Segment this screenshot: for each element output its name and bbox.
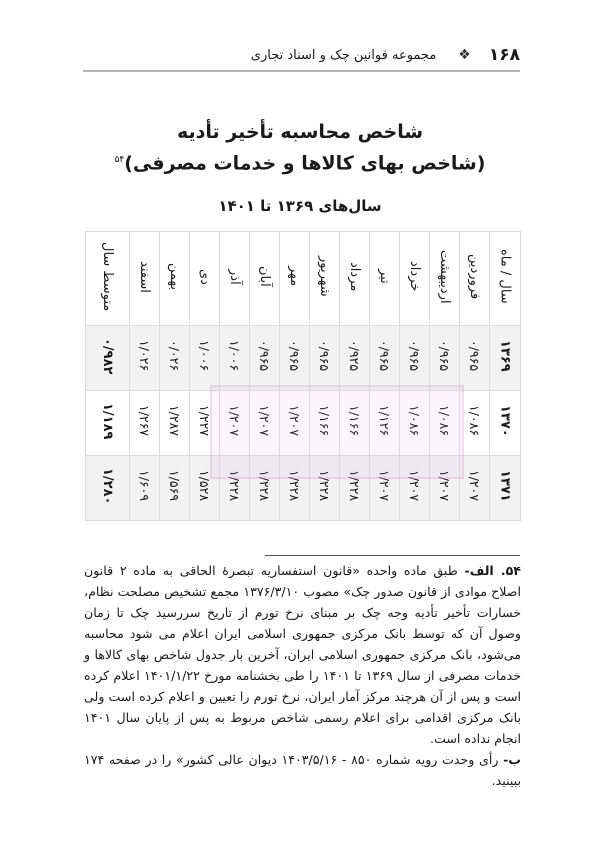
value-cell: ۱/۲۰۷ — [400, 456, 430, 521]
column-header: آبان — [250, 232, 280, 326]
value-cell: ۱/۰۰۶ — [190, 326, 220, 391]
value-cell: ۱/۱۲۶ — [370, 391, 400, 456]
table-row — [86, 326, 521, 391]
value-cell: ۰/۹۶۵ — [460, 326, 490, 391]
value-cell: ۰/۹۲۵ — [340, 326, 370, 391]
column-header: خرداد — [400, 232, 430, 326]
corner-header: سال / ماه — [490, 232, 521, 326]
year-cell: ۱۳۶۹ — [490, 326, 521, 391]
value-cell: ۱/۲۰۷ — [460, 456, 490, 521]
value-cell: ۱/۰۲۶ — [130, 326, 160, 391]
year-range: سال‌های ۱۳۶۹ تا ۱۴۰۱ — [218, 197, 382, 216]
column-header: مرداد — [340, 232, 370, 326]
average-cell: ۰/۹۸۲ — [86, 326, 130, 391]
column-header: بهمن — [160, 232, 190, 326]
year-cell: ۱۳۷۰ — [490, 391, 521, 456]
table-row — [86, 391, 521, 456]
column-header: دی — [190, 232, 220, 326]
footnote-a — [84, 560, 521, 749]
footnotes — [84, 560, 521, 791]
value-cell: ۱/۲۸۷ — [160, 391, 190, 456]
value-cell: ۱/۱۶۶ — [310, 391, 340, 456]
value-cell: ۰/۹۶۵ — [430, 326, 460, 391]
value-cell: ۰/۹۶۵ — [370, 326, 400, 391]
page-header — [83, 40, 520, 72]
title-line2: (شاخص بهای کالاها و خدمات مصرفی) — [124, 152, 486, 175]
page-number: ۱۶۸ — [488, 45, 520, 65]
running-title: مجموعه قوانین چک و اسناد تجاری — [250, 47, 437, 63]
value-cell: ۱/۰۰۶ — [220, 326, 250, 391]
footnote-b-label: ب- — [503, 752, 521, 767]
value-cell: ۰/۹۶۵ — [310, 326, 340, 391]
value-cell: ۱/۵۶۹ — [160, 456, 190, 521]
table-row — [86, 456, 521, 521]
value-cell: ۱/۲۰۷ — [430, 456, 460, 521]
value-cell: ۱/۲۲۸ — [340, 456, 370, 521]
average-cell: ۱/۲۸۰ — [86, 456, 130, 521]
value-cell: ۰/۹۶۵ — [250, 326, 280, 391]
page-subtitle-parenthetical — [60, 146, 540, 177]
value-cell: ۱/۲۰۷ — [370, 456, 400, 521]
title-block — [60, 118, 540, 215]
value-cell: ۱/۵۲۸ — [190, 456, 220, 521]
footnote-a-text: طبق ماده واحده «قانون استفساریه تبصرهٔ الحاقی به ماده ۲ قانون اصلاح موادی از قانون صدور چک» مصوب ۱۳۷۶/۳/۱۰ مجمع تشخیص مصلحت نظام، خسارات تأخیر تأدیه وجه چک بر مبنای نرخ تورم از تاریخ سررسید چک تا زمان وصول آن که توسط بانک مرکزی جمهوری اسلامی ایران اعلام می شود محاسبه می‌شود، بانک مرکزی جمهوری اسلامی ایران، آخرین بار جدول شاخص بهای کالاها و خدمات مصرفی از سال ۱۳۶۹ تا ۱۴۰۱ را طی بخشنامه مورخ ۱۴۰۱/۱/۲۲ اعلام کرده است و پس از آن هرچند مرکز آمار ایران، نرخ تورم را تعیین و اعلام کرده است ولی بانک مرکزی اقدامی برای اعلام رسمی شاخص مربوط به پس از پایان سال ۱۴۰۱ انجام نداده است. — [84, 563, 522, 746]
value-cell: ۱/۶۰۹ — [130, 456, 160, 521]
column-header: آذر — [220, 232, 250, 326]
footnote-ref[interactable]: ۵۴ — [114, 155, 125, 165]
column-header: فروردین — [460, 232, 490, 326]
value-cell: ۱/۲۰۷ — [250, 391, 280, 456]
footnote-b-text: رأی وحدت رویه شماره ۸۵۰ - ۱۴۰۳/۵/۱۶ دیوان عالی کشور» را در صفحه ۱۷۴ ببینید. — [84, 752, 521, 788]
value-cell: ۱/۰۸۶ — [400, 391, 430, 456]
column-header: اسفند — [130, 232, 160, 326]
value-cell: ۰/۰۲۶ — [160, 326, 190, 391]
value-cell: ۱/۲۲۸ — [220, 456, 250, 521]
footnote-divider — [265, 555, 520, 556]
value-cell: ۰/۹۶۵ — [280, 326, 310, 391]
column-header-average: متوسط سال — [86, 232, 130, 326]
value-cell: ۱/۲۶۷ — [130, 391, 160, 456]
value-cell: ۱/۲۲۸ — [250, 456, 280, 521]
ornament-icon: ❖ — [458, 47, 471, 63]
value-cell: ۱/۱۶۶ — [340, 391, 370, 456]
value-cell: ۱/۰۸۶ — [460, 391, 490, 456]
value-cell: ۱/۰۸۶ — [430, 391, 460, 456]
column-header: شهریور — [310, 232, 340, 326]
table-header-row — [86, 232, 521, 326]
column-header: اردیبهشت — [430, 232, 460, 326]
page-title: شاخص محاسبه تأخیر تأدیه — [176, 121, 424, 143]
index-table — [85, 231, 521, 521]
value-cell: ۱/۲۲۸ — [280, 456, 310, 521]
value-cell: ۰/۹۶۵ — [400, 326, 430, 391]
value-cell: ۱/۲۰۷ — [280, 391, 310, 456]
value-cell: ۱/۲۲۸ — [310, 456, 340, 521]
footnote-b — [84, 749, 521, 791]
column-header: مهر — [280, 232, 310, 326]
year-cell: ۱۳۷۱ — [490, 456, 521, 521]
index-table-container — [85, 231, 521, 521]
footnote-a-label: ۵۴. الف- — [464, 563, 521, 578]
column-header: تیر — [370, 232, 400, 326]
value-cell: ۱/۲۲۷ — [190, 391, 220, 456]
value-cell: ۱/۲۰۷ — [220, 391, 250, 456]
average-cell: ۱/۱۸۹ — [86, 391, 130, 456]
